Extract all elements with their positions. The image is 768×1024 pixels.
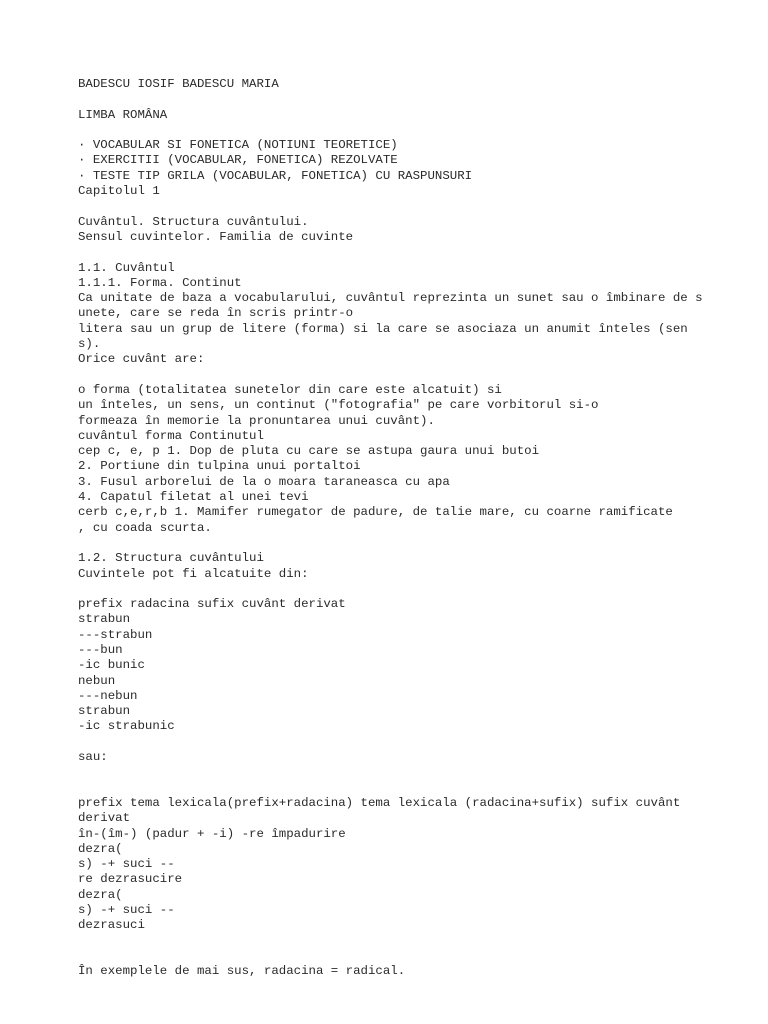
table-row-line: 4. Capatul filetat al unei tevi xyxy=(78,490,309,505)
blank-line xyxy=(78,934,748,949)
chapter-subtitle: Sensul cuvintelor. Familia de cuvinte xyxy=(78,229,354,244)
table-header-line: derivat xyxy=(78,811,131,826)
table-row-line: cerb c,e,r,b 1. Mamifer rumegator de padure, de talie mare, cu coarne ramificate xyxy=(78,505,673,520)
paragraph-line: s). xyxy=(78,337,101,352)
paragraph-line: litera sau un grup de litere (forma) si la care se asociaza un anumit înteles (sen xyxy=(78,321,688,336)
table-row-line: dezrasuci xyxy=(78,918,145,933)
table-row-line: s) -+ suci -- xyxy=(78,857,175,872)
section-heading: 1.1. Cuvântul xyxy=(78,260,175,275)
document-page xyxy=(78,77,748,980)
blank-line xyxy=(78,582,748,597)
blank-line xyxy=(78,536,748,551)
blank-line xyxy=(78,245,748,260)
table-row-line: ---strabun xyxy=(78,627,153,642)
chapter-heading: Capitolul 1 xyxy=(78,184,160,199)
blank-line xyxy=(78,735,748,750)
blank-line xyxy=(78,123,748,138)
paragraph-line: Orice cuvânt are: xyxy=(78,352,205,367)
blank-line xyxy=(78,781,748,796)
table-header-line: cuvântul forma Continutul xyxy=(78,428,264,443)
section-heading: 1.2. Structura cuvântului xyxy=(78,551,264,566)
chapter-subtitle: Cuvântul. Structura cuvântului. xyxy=(78,214,309,229)
table-row-line: 3. Fusul arborelui de la o moara taraneasca cu apa xyxy=(78,474,450,489)
author-line: BADESCU IOSIF BADESCU MARIA xyxy=(78,77,279,91)
table-row-line: dezra( xyxy=(78,841,123,856)
paragraph-line: un înteles, un sens, un continut ("fotografia" pe care vorbitorul si-o xyxy=(78,398,599,413)
bullet-item: · VOCABULAR SI FONETICA (NOTIUNI TEORETICE) xyxy=(78,138,398,153)
blank-line xyxy=(78,368,748,383)
subsection-heading: 1.1.1. Forma. Continut xyxy=(78,275,242,290)
book-title: LIMBA ROMÂNA xyxy=(78,107,168,122)
blank-line xyxy=(78,765,748,780)
table-row-line: strabun xyxy=(78,704,131,719)
blank-line xyxy=(78,92,748,107)
table-row-line: nebun xyxy=(78,673,116,688)
table-row-line: strabun xyxy=(78,612,131,627)
paragraph-line: formeaza în memorie la pronuntarea unui cuvânt). xyxy=(78,413,435,428)
table-row-line: s) -+ suci -- xyxy=(78,903,175,918)
paragraph-line: În exemplele de mai sus, radacina = radical. xyxy=(78,964,406,979)
table-row-line: ---bun xyxy=(78,642,123,657)
bullet-item: · EXERCITII (VOCABULAR, FONETICA) REZOLVATE xyxy=(78,153,398,168)
bullet-item: · TESTE TIP GRILA (VOCABULAR, FONETICA) CU RASPUNSURI xyxy=(78,168,473,183)
table-header-line: prefix tema lexicala(prefix+radacina) tema lexicala (radacina+sufix) sufix cuvânt xyxy=(78,795,681,810)
blank-line xyxy=(78,949,748,964)
table-header-line: prefix radacina sufix cuvânt derivat xyxy=(78,597,346,612)
paragraph-line: unete, care se reda în scris printr-o xyxy=(78,306,354,321)
table-row-line: în-(îm-) (padur + -i) -re împadurire xyxy=(78,826,346,841)
table-row-line: -ic bunic xyxy=(78,658,145,673)
paragraph-line: Cuvintele pot fi alcatuite din: xyxy=(78,566,309,581)
table-row-line: cep c, e, p 1. Dop de pluta cu care se astupa gaura unui butoi xyxy=(78,444,540,459)
paragraph-line: o forma (totalitatea sunetelor din care este alcatuit) si xyxy=(78,382,502,397)
blank-line xyxy=(78,199,748,214)
table-row-line: re dezrasucire xyxy=(78,872,183,887)
table-row-line: , cu coada scurta. xyxy=(78,520,212,535)
paragraph-line: Ca unitate de baza a vocabularului, cuvântul reprezinta un sunet sau o îmbinare de s xyxy=(78,291,703,306)
table-row-line: dezra( xyxy=(78,887,123,902)
paragraph-line: sau: xyxy=(78,750,108,765)
table-row-line: ---nebun xyxy=(78,688,138,703)
table-row-line: -ic strabunic xyxy=(78,719,175,734)
table-row-line: 2. Portiune din tulpina unui portaltoi xyxy=(78,459,361,474)
